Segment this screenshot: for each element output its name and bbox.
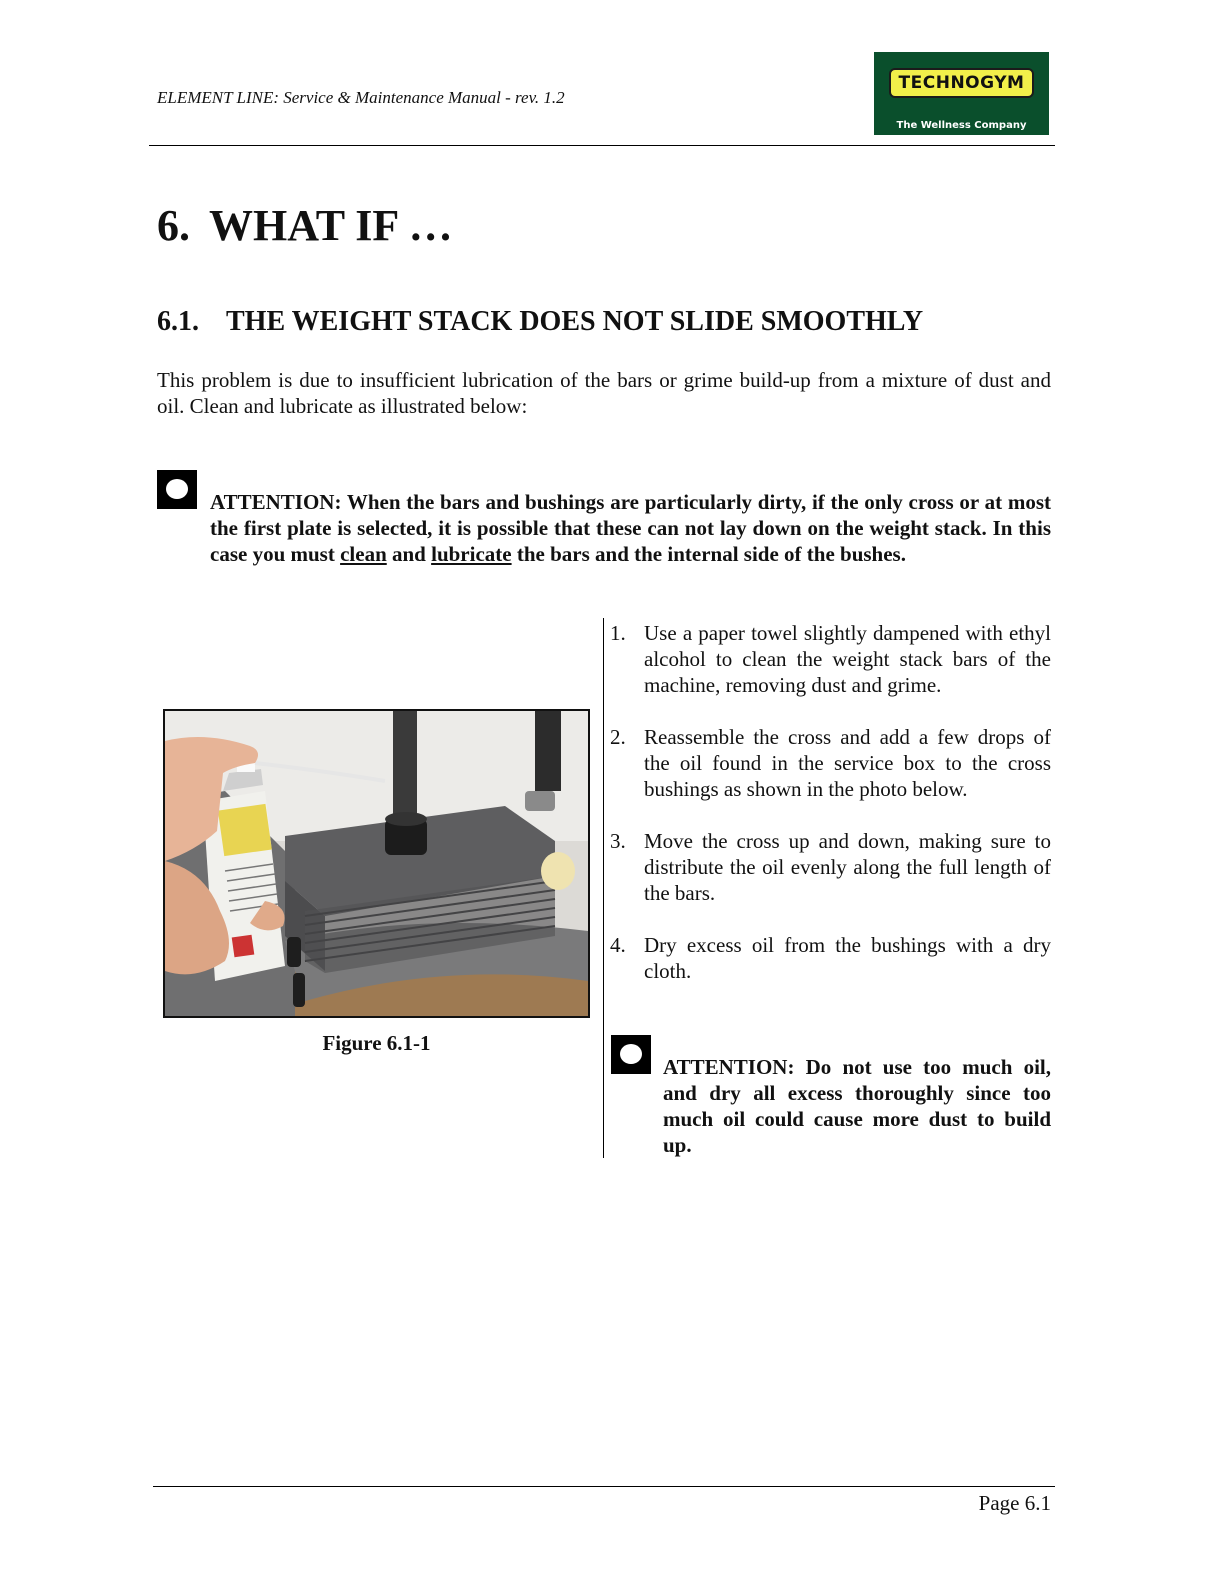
step-text: Use a paper towel slightly dampened with ethyl alcohol to clean the weight stack bars of the machine, removing dust and grime.: [644, 621, 1051, 697]
column-divider: [603, 618, 604, 1158]
list-item: [610, 620, 1051, 698]
chapter-title: WHAT IF …: [209, 201, 453, 250]
header-title: ELEMENT LINE: Service & Maintenance Manual - rev. 1.2: [157, 88, 565, 107]
figure-caption: Figure 6.1-1: [322, 1031, 431, 1055]
figure-photo: [163, 709, 590, 1018]
attention-note-1: [210, 489, 1051, 567]
chapter-number: 6.: [157, 201, 190, 250]
footer-divider: [153, 1486, 1055, 1487]
steps-list: [610, 620, 1051, 1010]
attention-note-2: ATTENTION: Do not use too much oil, and dry all excess thoroughly since too much oil could cause more dust to build up.: [663, 1055, 1051, 1157]
section-number: 6.1.: [157, 306, 199, 337]
attention-1-lubricate: lubricate: [431, 542, 512, 566]
step-number: 3.: [610, 829, 626, 853]
lubrication-photo-illustration: [165, 711, 588, 1016]
step-number: 4.: [610, 933, 626, 957]
list-item: [610, 828, 1051, 906]
attention-1-and: and: [386, 542, 432, 566]
section-title: THE WEIGHT STACK DOES NOT SLIDE SMOOTHLY: [226, 306, 924, 337]
step-text: Dry excess oil from the bushings with a dry cloth.: [644, 933, 1051, 983]
page-number: Page 6.1: [978, 1491, 1051, 1515]
intro-paragraph: This problem is due to insufficient lubrication of the bars or grime build-up from a mixture of dust and oil. Clean and lubricate as illustrated below:: [157, 368, 1051, 418]
section-heading: [157, 306, 923, 338]
attention-1-text: ATTENTION: When the bars and bushings are particularly dirty, if the only cross or at most the first plate is selected, it is possible that these can not lay down on the weight stack. In this case you must: [210, 490, 1051, 566]
attention-icon: [157, 470, 197, 509]
attention-1-end: the bars and the internal side of the bushes.: [511, 542, 906, 566]
logo-wordmark: TECHNOGYM: [889, 68, 1035, 98]
step-number: 2.: [610, 725, 626, 749]
header-divider: [149, 145, 1055, 146]
attention-1-clean: clean: [340, 542, 387, 566]
logo-tagline: The Wellness Company: [896, 120, 1027, 131]
step-text: Reassemble the cross and add a few drops of the oil found in the service box to the cross bushings as shown in the photo below.: [644, 725, 1051, 801]
technogym-logo: [874, 52, 1049, 135]
attention-icon: [611, 1035, 651, 1074]
list-item: [610, 932, 1051, 984]
chapter-heading: [157, 200, 453, 251]
step-number: 1.: [610, 621, 626, 645]
list-item: [610, 724, 1051, 802]
step-text: Move the cross up and down, making sure to distribute the oil evenly along the full length of the bars.: [644, 829, 1051, 905]
